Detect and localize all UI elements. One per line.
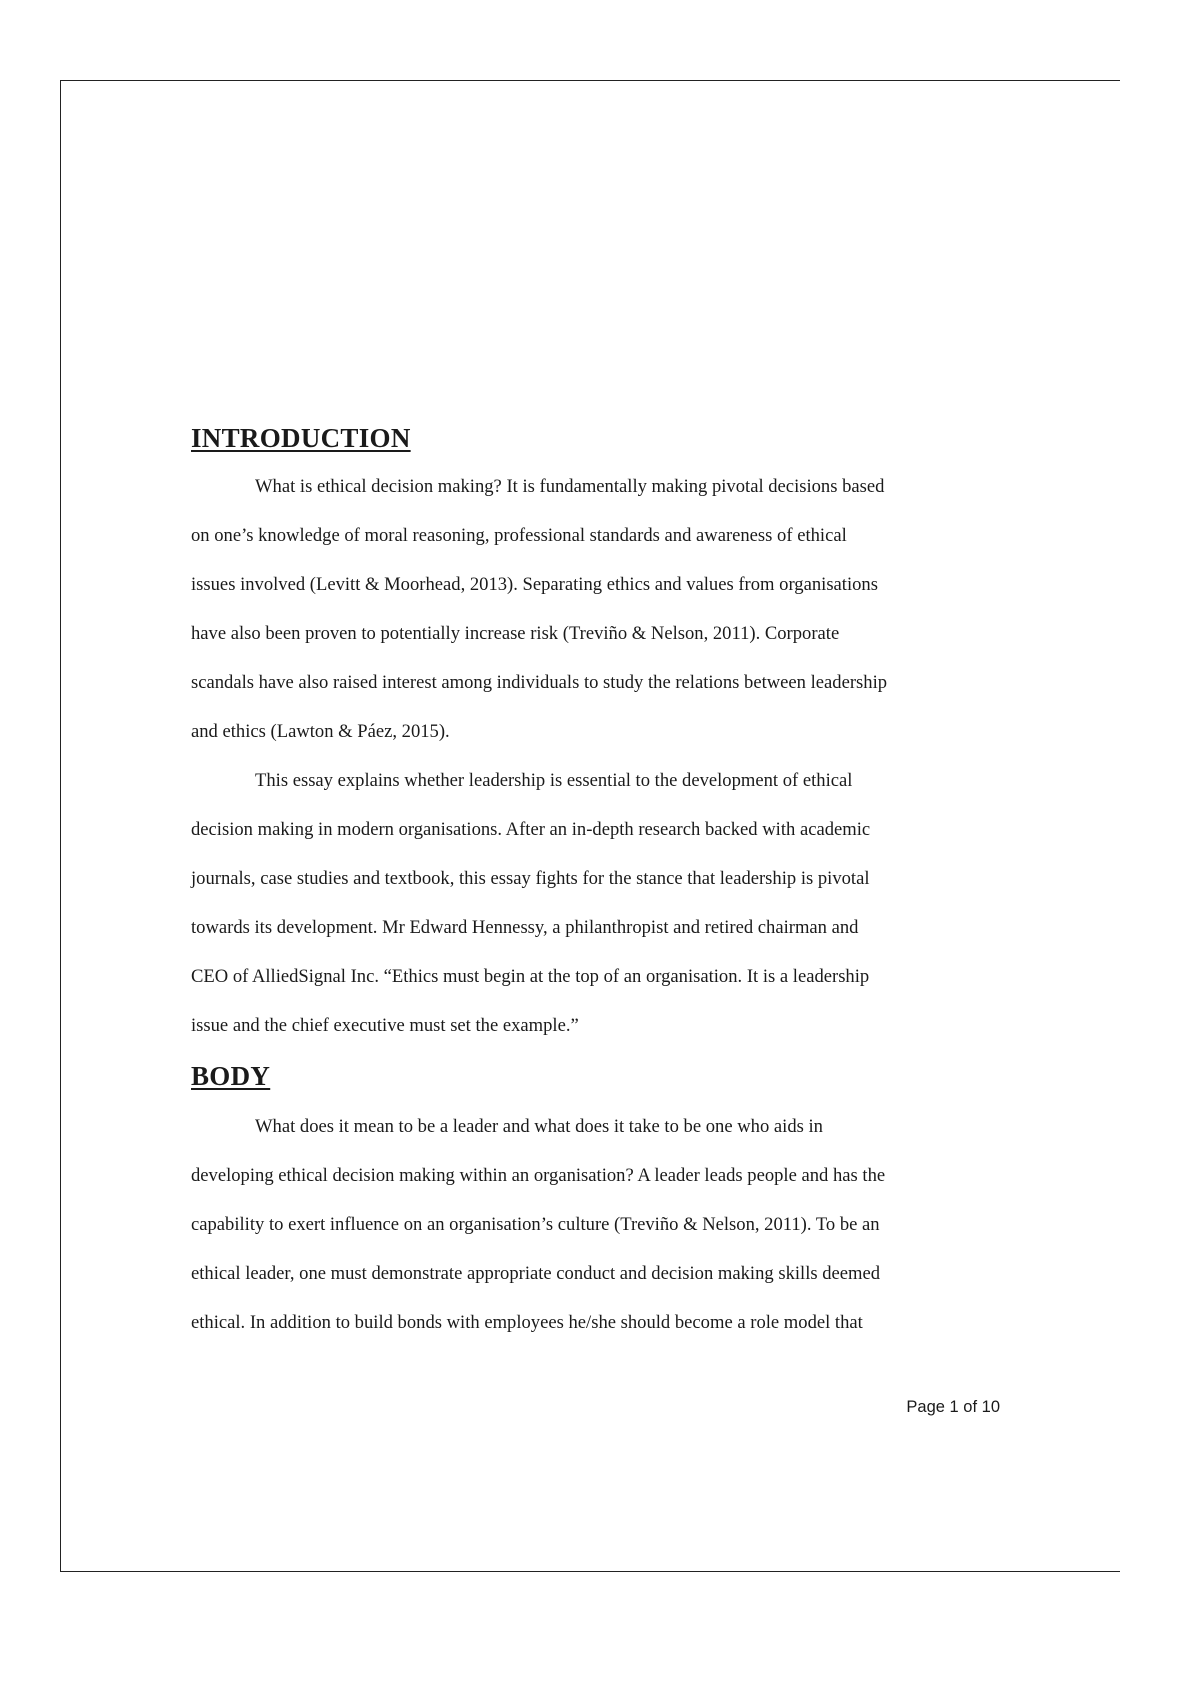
text-line: decision making in modern organisations. After an in-depth research backed with academic: [191, 819, 871, 840]
paragraph: [191, 462, 1001, 756]
text-line: and ethics (Lawton & Páez, 2015).: [191, 721, 450, 742]
text-line: CEO of AlliedSignal Inc. “Ethics must begin at the top of an organisation. It is a leadership: [191, 966, 870, 987]
text-line: What does it mean to be a leader and what does it take to be one who aids in: [255, 1116, 823, 1137]
paragraph: [191, 756, 1001, 1050]
text-line: on one’s knowledge of moral reasoning, professional standards and awareness of ethical: [191, 525, 847, 546]
text-line: journals, case studies and textbook, this essay fights for the stance that leadership is pivotal: [191, 868, 870, 889]
text-line: This essay explains whether leadership is essential to the development of ethical: [255, 770, 853, 791]
heading-introduction: INTRODUCTION: [191, 423, 411, 453]
paragraph: [191, 1102, 1001, 1347]
text-line: What is ethical decision making? It is fundamentally making pivotal decisions based: [255, 476, 885, 497]
text-line: ethical. In addition to build bonds with employees he/she should become a role model that: [191, 1312, 863, 1333]
text-line: towards its development. Mr Edward Hennessy, a philanthropist and retired chairman and: [191, 917, 859, 938]
document-content: [191, 418, 1001, 1347]
page-number: Page 1 of 10: [906, 1398, 1000, 1416]
heading-body: BODY: [191, 1061, 271, 1091]
text-line: ethical leader, one must demonstrate appropriate conduct and decision making skills deemed: [191, 1263, 881, 1284]
text-line: scandals have also raised interest among individuals to study the relations between leadership: [191, 672, 888, 693]
text-line: issues involved (Levitt & Moorhead, 2013). Separating ethics and values from organisations: [191, 574, 878, 595]
text-line: capability to exert influence on an organisation’s culture (Treviño & Nelson, 2011). To be an: [191, 1214, 880, 1235]
text-line: have also been proven to potentially increase risk (Treviño & Nelson, 2011). Corporate: [191, 623, 840, 644]
text-line: issue and the chief executive must set the example.”: [191, 1015, 579, 1036]
text-line: developing ethical decision making within an organisation? A leader leads people and has the: [191, 1165, 886, 1186]
